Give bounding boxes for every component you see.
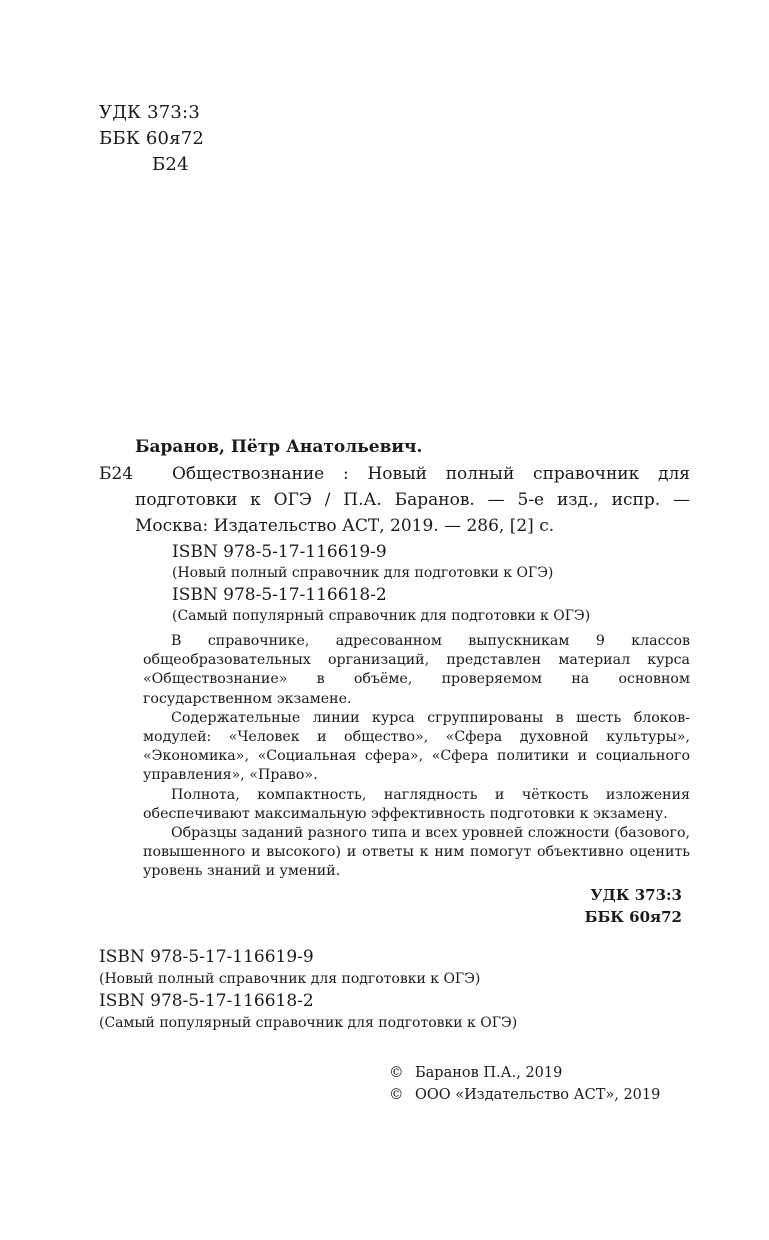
copyright-text: ООО «Издательство АСТ», 2019 bbox=[415, 1087, 661, 1103]
record-edition-line: подготовки к ОГЭ / П.А. Баранов. — 5-е изд., испр. — bbox=[135, 490, 690, 510]
bottom-isbn-2: ISBN 978-5-17-116618-2 bbox=[99, 991, 314, 1011]
author-heading: Баранов, Пётр Анатольевич. bbox=[135, 437, 423, 457]
copyright-line bbox=[389, 1062, 660, 1084]
bottom-isbn-1: ISBN 978-5-17-116619-9 bbox=[99, 947, 314, 967]
bottom-classification bbox=[540, 884, 682, 928]
bottom-isbn-2-note: (Самый популярный справочник для подготовки к ОГЭ) bbox=[99, 1015, 518, 1031]
record-publisher-line: Москва: Издательство АСТ, 2019. — 286, [2] с. bbox=[135, 516, 555, 536]
copyright-icon: © bbox=[389, 1087, 404, 1103]
record-author-mark: Б24 bbox=[99, 464, 134, 484]
isbn-2: ISBN 978-5-17-116618-2 bbox=[172, 585, 387, 605]
bbk-code: ББК 60я72 bbox=[99, 128, 205, 149]
copyright-text: Баранов П.А., 2019 bbox=[415, 1065, 563, 1081]
udk-code-bottom: УДК 373:3 bbox=[590, 886, 682, 904]
isbn-1: ISBN 978-5-17-116619-9 bbox=[172, 542, 387, 562]
annotation-paragraph: В справочнике, адресованном выпускникам 9 классов общеобразовательных организаций, представлен материал курса «Обществознание» в объёме, проверяемом на основном государственном экзамене. bbox=[143, 633, 690, 707]
isbn-1-note: (Новый полный справочник для подготовки к ОГЭ) bbox=[172, 565, 554, 581]
author-mark: Б24 bbox=[152, 154, 189, 175]
annotation-paragraph: Содержательные линии курса сгруппированы в шесть блоков-модулей: «Человек и общество», «Сфера духовной культуры», «Экономика», «Социальная сфера», «Сфера политики и социального управления», «Право». bbox=[143, 709, 690, 784]
record-title-line: Обществознание : Новый полный справочник для bbox=[172, 464, 690, 484]
isbn-2-note: (Самый популярный справочник для подготовки к ОГЭ) bbox=[172, 608, 591, 624]
copyright-icon: © bbox=[389, 1065, 404, 1081]
udk-code: УДК 373:3 bbox=[99, 102, 200, 123]
annotation bbox=[143, 632, 690, 882]
copyright-block bbox=[389, 1062, 660, 1106]
bottom-isbn-1-note: (Новый полный справочник для подготовки к ОГЭ) bbox=[99, 971, 481, 987]
annotation-paragraph: Полнота, компактность, наглядность и чёткость изложения обеспечивают максимальную эффективность подготовки к экзамену. bbox=[143, 786, 690, 822]
copyright-line bbox=[389, 1084, 660, 1106]
annotation-paragraph: Образцы заданий разного типа и всех уровней сложности (базового, повышенного и высокого) и ответы к ним помогут объективно оценить уровень знаний и умений. bbox=[143, 825, 690, 880]
bbk-code-bottom: ББК 60я72 bbox=[584, 908, 682, 926]
